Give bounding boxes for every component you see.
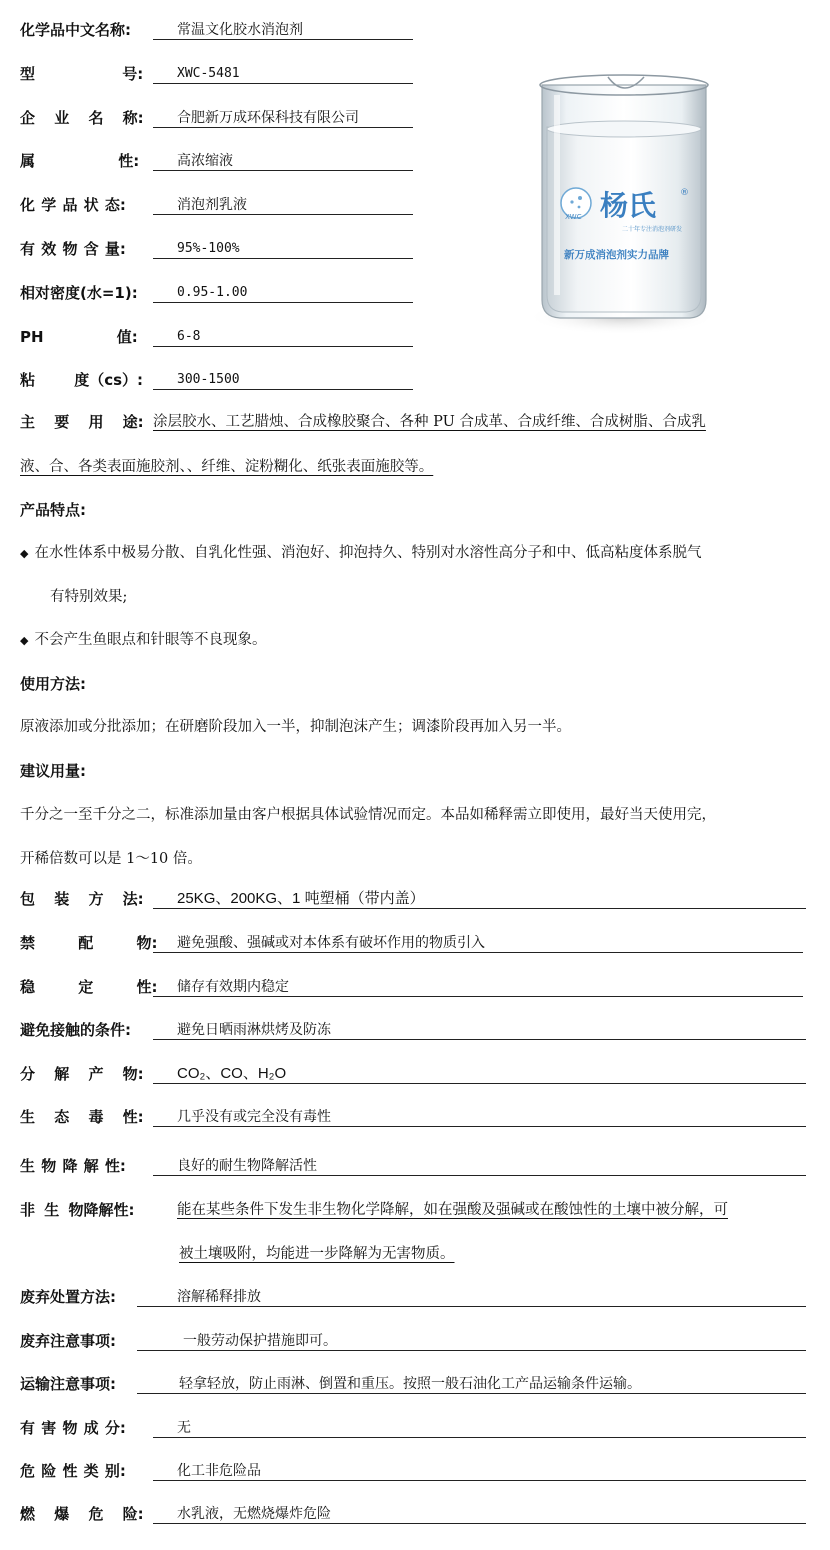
feature-item-2 [20, 628, 266, 649]
field-label: 危 险 性 类 别: [20, 1462, 126, 1480]
field-biodegradability [20, 1155, 810, 1177]
field-packaging [20, 888, 810, 910]
field-explosion-hazard [20, 1503, 810, 1525]
field-value: 25KG、200KG、1 吨塑桶（带内盖） [153, 888, 806, 909]
field-label: 企 业 名 称: [20, 109, 144, 127]
field-label: 运输注意事项: [20, 1375, 116, 1393]
field-label: 避免接触的条件: [20, 1021, 131, 1039]
field-value: 高浓缩液 [153, 150, 413, 171]
field-label: 主 要 用 途: [20, 413, 144, 431]
field-ecotoxicity [20, 1106, 810, 1128]
beaker-subtitle: 二十年专注消泡剂研发 [622, 226, 683, 233]
field-density [20, 282, 420, 304]
field-hazardous-components [20, 1417, 810, 1439]
field-label: 包 装 方 法: [20, 890, 144, 908]
field-disposal-notes [20, 1330, 810, 1352]
field-value: 储存有效期内稳定 [153, 976, 803, 997]
field-value: 95%-100% [153, 238, 413, 259]
usage-line-1: 涂层胶水、工艺腊烛、合成橡胶聚合、各种 PU 合成革、合成纤维、合成树脂、合成乳 [153, 414, 706, 430]
feature-text: 不会产生鱼眼点和针眼等不良现象。 [34, 632, 267, 648]
beaker-slogan: 新万成消泡剂实力品牌 [564, 249, 669, 261]
features-heading: 产品特点: [20, 501, 86, 519]
method-heading: 使用方法: [20, 675, 86, 693]
field-label: 非 生 物降解性: [20, 1201, 135, 1219]
field-value: 0.95-1.00 [153, 282, 413, 303]
field-value: CO₂、CO、H₂O [153, 1063, 806, 1084]
field-stability [20, 976, 810, 998]
field-value-cont: 被土壤吸附，均能进一步降解为无害物质。 [179, 1246, 455, 1262]
field-avoid-conditions [20, 1019, 810, 1041]
field-label: 燃 爆 危 险: [20, 1505, 144, 1523]
field-label: 分 解 产 物: [20, 1065, 144, 1083]
dosage-line-1: 千分之一至千分之二，标准添加量由客户根据具体试验情况而定。本品如稀释需立即使用，最好当天使用完， [20, 807, 716, 823]
field-value: 避免强酸、强碱或对本体系有破坏作用的物质引入 [153, 932, 803, 953]
field-label: 禁 配 物: [20, 934, 158, 952]
field-disposal [20, 1286, 810, 1308]
usage-line-2: 液、合、各类表面施胶剂、、纤维、淀粉糊化、纸张表面施胶等。 [20, 459, 434, 475]
field-value: 溶解稀释排放 [137, 1286, 806, 1307]
field-label: 粘 度（cs）: [20, 371, 144, 389]
field-label: 有 害 物 成 分: [20, 1419, 126, 1437]
field-abiotic-degradation [20, 1199, 810, 1221]
feature-item-1 [20, 541, 701, 562]
field-label: 废弃注意事项: [20, 1332, 116, 1350]
field-value: 6-8 [153, 326, 413, 347]
field-label: 化学品中文名称: [20, 21, 131, 39]
field-label: 生 物 降 解 性: [20, 1157, 126, 1175]
field-label: 有 效 物 含 量: [20, 240, 126, 258]
method-text: 原液添加或分批添加；在研磨阶段加入一半，抑制泡沫产生；调漆阶段再加入另一半。 [20, 719, 571, 735]
dosage-heading: 建议用量: [20, 762, 86, 780]
field-name [20, 19, 420, 41]
bullet-diamond-icon: ◆ [20, 547, 29, 560]
field-hazard-class [20, 1460, 810, 1482]
field-value: 一般劳动保护措施即可。 [137, 1330, 806, 1351]
field-content [20, 238, 420, 260]
field-label: PH 值: [20, 328, 138, 346]
field-state [20, 194, 420, 216]
field-value: 消泡剂乳液 [153, 194, 413, 215]
field-label: 相对密度(水=1): [20, 284, 138, 302]
field-label: 稳 定 性: [20, 978, 158, 996]
field-value: 合肥新万成环保科技有限公司 [153, 107, 413, 128]
field-label: 废弃处置方法: [20, 1288, 116, 1306]
field-usage [20, 411, 810, 433]
field-value: 几乎没有或完全没有毒性 [153, 1106, 806, 1127]
feature-item-1-cont: 有特别效果; [50, 589, 128, 605]
field-value: 良好的耐生物降解活性 [153, 1155, 806, 1176]
field-model [20, 63, 420, 85]
field-label: 型 号: [20, 65, 144, 83]
field-value: 避免日晒雨淋烘烤及防冻 [153, 1019, 806, 1040]
beaker-registered-mark: ® [680, 188, 689, 198]
field-value: 能在某些条件下发生非生物化学降解，如在强酸及强碱或在酸蚀性的土壤中被分解，可 [177, 1202, 728, 1218]
field-value: 化工非危险品 [153, 1460, 806, 1481]
field-value: 水乳液，无燃烧爆炸危险 [153, 1503, 806, 1524]
field-value: XWC-5481 [153, 63, 413, 84]
beaker-small-logo: XWC [565, 213, 582, 221]
product-beaker-image [520, 55, 730, 345]
field-value: 300-1500 [153, 369, 413, 390]
field-transport-notes [20, 1373, 810, 1395]
dosage-line-2: 开稀倍数可以是 1～10 倍。 [20, 851, 202, 867]
field-label: 属 性: [20, 152, 140, 170]
feature-text: 在水性体系中极易分散、自乳化性强、消泡好、抑泡持久、特别对水溶性高分子和中、低高粘度体系脱气 [34, 545, 702, 561]
field-label: 化 学 品 状 态: [20, 196, 126, 214]
field-decomposition [20, 1063, 810, 1085]
field-ph [20, 326, 420, 348]
beaker-brand: 杨氏 [600, 189, 657, 222]
field-incompatible [20, 932, 810, 954]
field-company [20, 107, 420, 129]
field-value: 轻拿轻放，防止雨淋、倒置和重压。按照一般石油化工产品运输条件运输。 [137, 1373, 806, 1394]
field-value: 常温文化胶水消泡剂 [153, 19, 413, 40]
field-value: 无 [153, 1417, 806, 1438]
field-label: 生 态 毒 性: [20, 1108, 144, 1126]
field-viscosity [20, 369, 420, 391]
bullet-diamond-icon: ◆ [20, 634, 29, 647]
field-property [20, 150, 420, 172]
